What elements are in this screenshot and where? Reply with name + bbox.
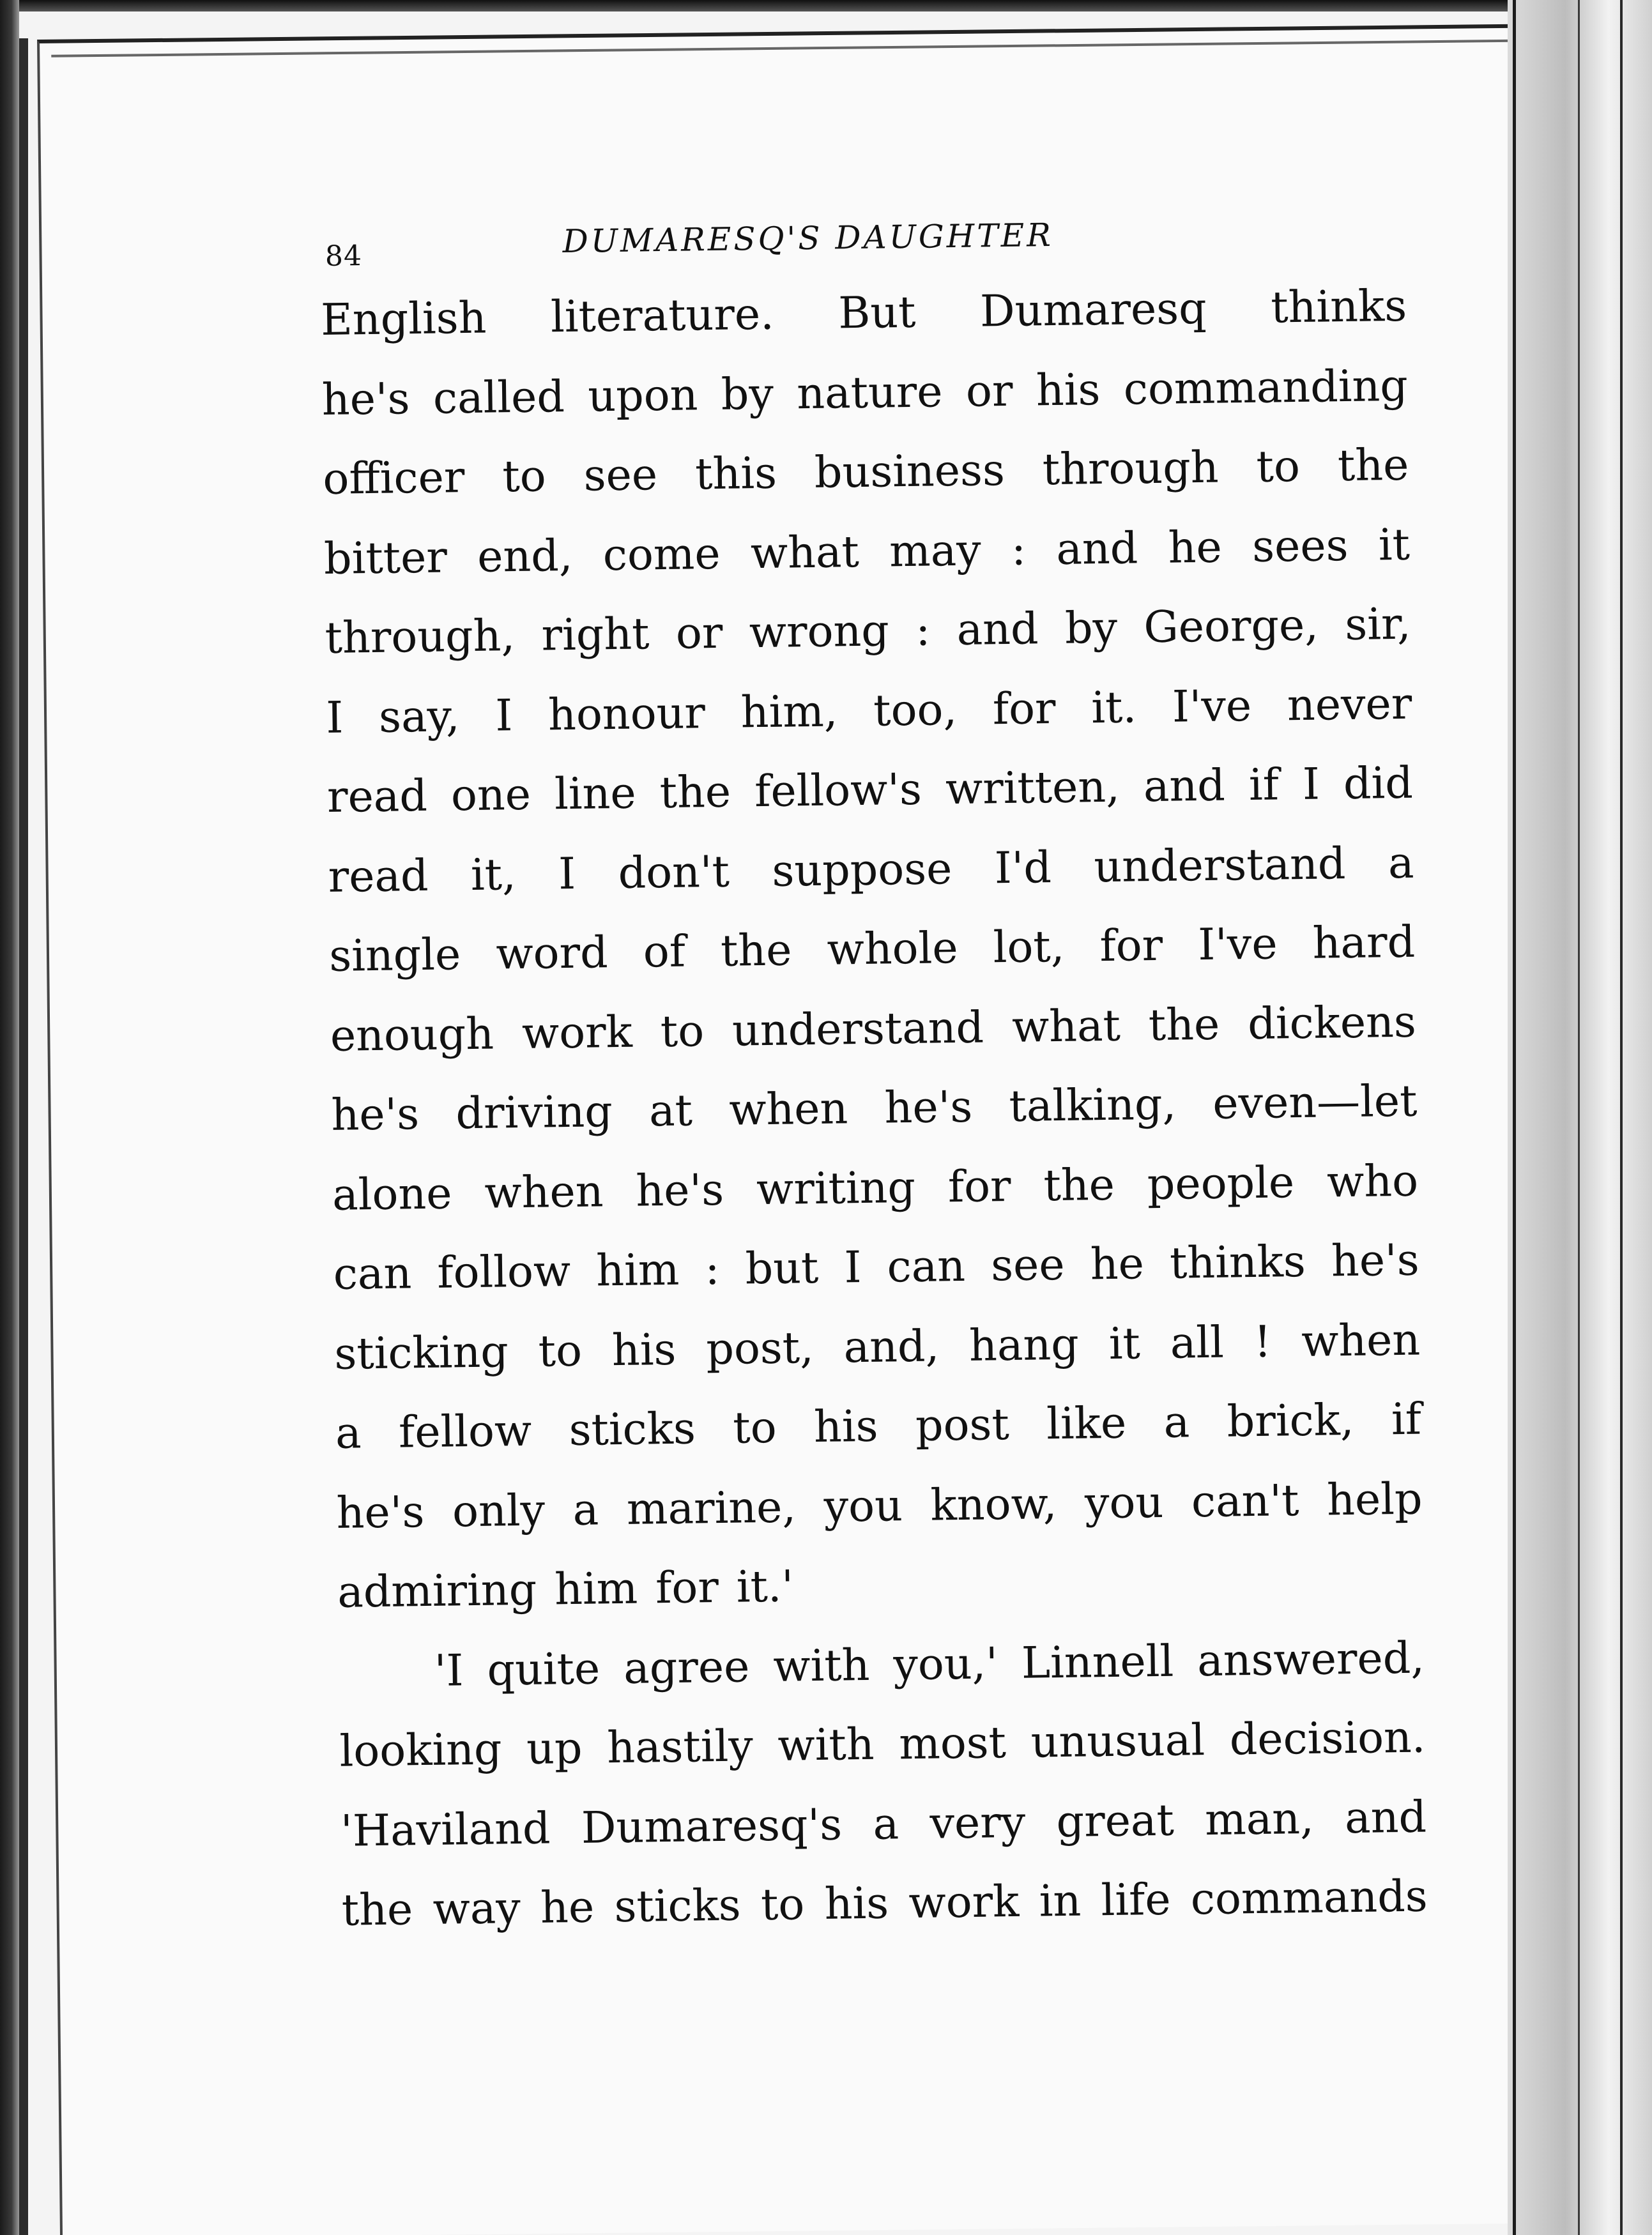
word: a xyxy=(873,1798,899,1850)
word: follow xyxy=(436,1246,571,1299)
text-line xyxy=(326,664,1412,758)
text-line xyxy=(332,1141,1418,1235)
word: he xyxy=(1168,522,1223,574)
word: like xyxy=(1046,1398,1127,1450)
word: to xyxy=(760,1879,805,1931)
word: 'I xyxy=(434,1645,464,1697)
word: line xyxy=(554,768,637,820)
word: he's xyxy=(331,1089,420,1141)
word: decision. xyxy=(1229,1712,1426,1766)
word: did xyxy=(1343,758,1414,810)
word: help xyxy=(1326,1474,1423,1526)
word: lot, xyxy=(993,921,1065,973)
word: man, xyxy=(1204,1793,1315,1845)
word: he's xyxy=(336,1486,425,1539)
text-line xyxy=(328,903,1415,997)
word: sir, xyxy=(1344,599,1412,651)
scan-left-edge xyxy=(0,0,19,2235)
word: and xyxy=(956,604,1039,655)
word: answered, xyxy=(1197,1633,1425,1686)
word: to xyxy=(538,1325,583,1377)
word: fellow xyxy=(398,1405,532,1458)
word: by xyxy=(1064,602,1118,654)
word: for xyxy=(1099,920,1163,972)
word: right xyxy=(541,609,650,661)
word: upon xyxy=(587,369,698,422)
word: up xyxy=(526,1723,583,1774)
word: he's xyxy=(1331,1235,1420,1287)
word: know, xyxy=(930,1478,1057,1531)
word: 'Haviland xyxy=(340,1803,551,1857)
word: honour xyxy=(547,687,706,740)
text-line xyxy=(340,1778,1426,1872)
word: for xyxy=(655,1562,719,1614)
text-line xyxy=(323,426,1409,520)
word: only xyxy=(452,1485,546,1537)
word: dickens xyxy=(1247,996,1417,1049)
page-edge-line xyxy=(1578,0,1580,2235)
word: unusual xyxy=(1030,1715,1205,1768)
word: admiring xyxy=(337,1564,537,1618)
word: you,' xyxy=(892,1638,998,1690)
word: sees xyxy=(1251,520,1349,572)
word: him xyxy=(554,1563,638,1615)
word: don't xyxy=(618,846,730,899)
word: great xyxy=(1056,1795,1175,1847)
word: he's xyxy=(884,1081,973,1134)
word: George, xyxy=(1143,600,1319,653)
word: suppose xyxy=(771,843,952,897)
text-line xyxy=(338,1619,1425,1712)
word: can't xyxy=(1191,1475,1299,1527)
word: bitter xyxy=(323,531,448,584)
word: literature. xyxy=(550,289,775,343)
word: and xyxy=(1344,1792,1427,1843)
word: it.' xyxy=(736,1561,794,1613)
word: the xyxy=(1337,439,1409,492)
word: his xyxy=(813,1401,879,1453)
word: the xyxy=(1043,1159,1115,1211)
text-line xyxy=(341,1857,1428,1951)
word: English xyxy=(320,293,487,346)
word: most xyxy=(898,1718,1007,1770)
word: in xyxy=(1039,1875,1082,1927)
word: single xyxy=(328,929,461,982)
word: too, xyxy=(873,684,958,736)
page-edge-line xyxy=(1513,0,1516,2235)
text-line xyxy=(328,823,1414,917)
text-line xyxy=(320,267,1407,361)
word: can xyxy=(333,1248,412,1300)
running-head xyxy=(319,197,1406,281)
book-fore-edge xyxy=(1508,0,1652,2235)
word: what xyxy=(1011,1000,1121,1053)
word: you xyxy=(1084,1477,1164,1529)
text-line xyxy=(325,585,1411,679)
word: with xyxy=(772,1640,870,1692)
word: work xyxy=(908,1876,1020,1929)
word: thinks xyxy=(1169,1236,1306,1289)
word: sticks xyxy=(569,1403,696,1456)
word: I xyxy=(494,690,513,741)
word: may xyxy=(889,524,982,577)
word: what xyxy=(750,526,860,579)
text-line xyxy=(331,1062,1418,1156)
word: wrong xyxy=(749,606,890,659)
book-spine-shadow xyxy=(19,38,28,2235)
word: talking, xyxy=(1009,1079,1177,1132)
text-block xyxy=(319,197,1428,1951)
word: marine, xyxy=(626,1481,797,1535)
word: whole xyxy=(827,923,959,975)
text-line xyxy=(333,1221,1419,1315)
word: a xyxy=(572,1484,599,1536)
word: the xyxy=(1148,999,1220,1051)
word: very xyxy=(929,1797,1026,1849)
word: when xyxy=(1301,1315,1421,1367)
word: thinks xyxy=(1270,280,1407,333)
word: Dumaresq's xyxy=(581,1799,843,1854)
word: to xyxy=(1256,441,1301,492)
word: all xyxy=(1170,1317,1225,1369)
word: writing xyxy=(756,1162,916,1215)
word: looking xyxy=(339,1724,502,1777)
word: the xyxy=(720,925,792,977)
word: read xyxy=(328,850,429,903)
word: I xyxy=(325,692,344,744)
word: when xyxy=(728,1083,848,1136)
word: I xyxy=(844,1242,862,1293)
word: he's xyxy=(635,1164,724,1217)
word: see xyxy=(990,1239,1066,1292)
word: end, xyxy=(477,530,573,583)
word: a xyxy=(335,1408,362,1459)
word: work xyxy=(521,1007,633,1059)
word: with xyxy=(777,1719,875,1771)
word: I've xyxy=(1172,680,1252,733)
word: at xyxy=(648,1085,693,1137)
text-line xyxy=(337,1539,1424,1633)
word: agree xyxy=(623,1641,750,1694)
word: But xyxy=(837,287,916,339)
word: even—let xyxy=(1212,1076,1418,1129)
word: a xyxy=(1163,1397,1190,1448)
word: say, xyxy=(378,690,461,743)
word: you xyxy=(823,1480,903,1532)
word: way xyxy=(432,1883,521,1935)
word: business xyxy=(814,445,1006,498)
word: for xyxy=(992,683,1057,735)
word: if xyxy=(1248,759,1280,811)
word: fellow's xyxy=(754,764,922,818)
word: I'd xyxy=(994,842,1052,894)
word: or xyxy=(965,365,1013,417)
word: him xyxy=(595,1244,680,1297)
word: sticks xyxy=(614,1880,742,1933)
running-title: DUMARESQ'S DAUGHTER xyxy=(562,216,1054,261)
word: commands xyxy=(1190,1871,1428,1925)
word: to xyxy=(660,1005,705,1057)
word: see xyxy=(583,450,658,501)
word: he's xyxy=(321,373,411,425)
word: the xyxy=(341,1884,413,1936)
word: to xyxy=(501,451,547,503)
page-edge-line xyxy=(1620,0,1623,2235)
word: never xyxy=(1287,678,1412,731)
word: through xyxy=(1042,442,1220,496)
word: people xyxy=(1147,1157,1295,1210)
word: who xyxy=(1326,1156,1419,1207)
text-line xyxy=(339,1698,1426,1792)
word: and xyxy=(1143,760,1226,812)
word: the xyxy=(659,767,731,819)
word: post xyxy=(915,1400,1010,1451)
word: ! xyxy=(1253,1316,1272,1368)
word: it xyxy=(1108,1318,1141,1369)
word: I xyxy=(558,848,576,899)
word: commanding xyxy=(1123,360,1409,415)
word: I xyxy=(1302,759,1320,810)
word: word xyxy=(495,927,609,980)
word: for xyxy=(947,1161,1012,1212)
word: understand xyxy=(731,1002,984,1056)
word: officer xyxy=(322,452,465,505)
word: he xyxy=(540,1882,595,1934)
word: if xyxy=(1391,1394,1422,1446)
word: I've xyxy=(1197,919,1278,971)
word: Dumaresq xyxy=(979,283,1207,337)
word: can xyxy=(887,1240,966,1293)
word: life xyxy=(1101,1874,1172,1926)
word: : xyxy=(1011,524,1027,576)
scan-top-edge xyxy=(0,0,1652,11)
page-number: 84 xyxy=(325,240,363,273)
text-line xyxy=(330,982,1416,1076)
word: understand xyxy=(1093,838,1346,892)
word: enough xyxy=(330,1009,494,1062)
word: post, xyxy=(705,1322,815,1375)
text-line xyxy=(336,1460,1423,1553)
word: alone xyxy=(332,1168,452,1221)
word: it, xyxy=(470,849,517,901)
word: when xyxy=(484,1166,604,1219)
body-text xyxy=(320,267,1428,1951)
word: this xyxy=(694,448,777,500)
word: and xyxy=(1055,523,1138,575)
word: he xyxy=(1090,1239,1145,1290)
word: read xyxy=(326,770,428,823)
word: nature xyxy=(796,366,944,419)
word: written, xyxy=(945,761,1120,815)
word: driving xyxy=(455,1087,613,1140)
page-top-rule xyxy=(51,40,1514,57)
text-line xyxy=(326,744,1413,838)
text-line xyxy=(335,1380,1421,1474)
word: it xyxy=(1378,519,1411,570)
word: by xyxy=(721,369,774,420)
word: hard xyxy=(1312,917,1416,969)
word: his xyxy=(1036,364,1101,416)
word: and, xyxy=(843,1320,940,1373)
word: but xyxy=(745,1242,819,1295)
word: through, xyxy=(325,611,516,664)
word: it. xyxy=(1090,682,1137,733)
word: his xyxy=(611,1324,677,1376)
text-line xyxy=(334,1301,1421,1394)
word: brick, xyxy=(1227,1394,1354,1447)
text-line xyxy=(321,346,1408,440)
text-line xyxy=(323,505,1410,599)
word: one xyxy=(450,769,532,821)
word: his xyxy=(824,1878,889,1930)
word: : xyxy=(705,1244,721,1295)
word: hang xyxy=(968,1319,1080,1371)
word: called xyxy=(432,371,565,424)
word: quite xyxy=(487,1643,600,1696)
word: of xyxy=(643,926,686,978)
word: a xyxy=(1388,837,1414,889)
word: or xyxy=(675,607,723,659)
word: him, xyxy=(740,685,838,738)
word: come xyxy=(602,528,721,581)
word: : xyxy=(915,605,931,656)
word: Linnell xyxy=(1021,1636,1174,1689)
word: to xyxy=(732,1402,777,1454)
word: hastily xyxy=(606,1721,754,1774)
word: sticking xyxy=(333,1326,509,1380)
